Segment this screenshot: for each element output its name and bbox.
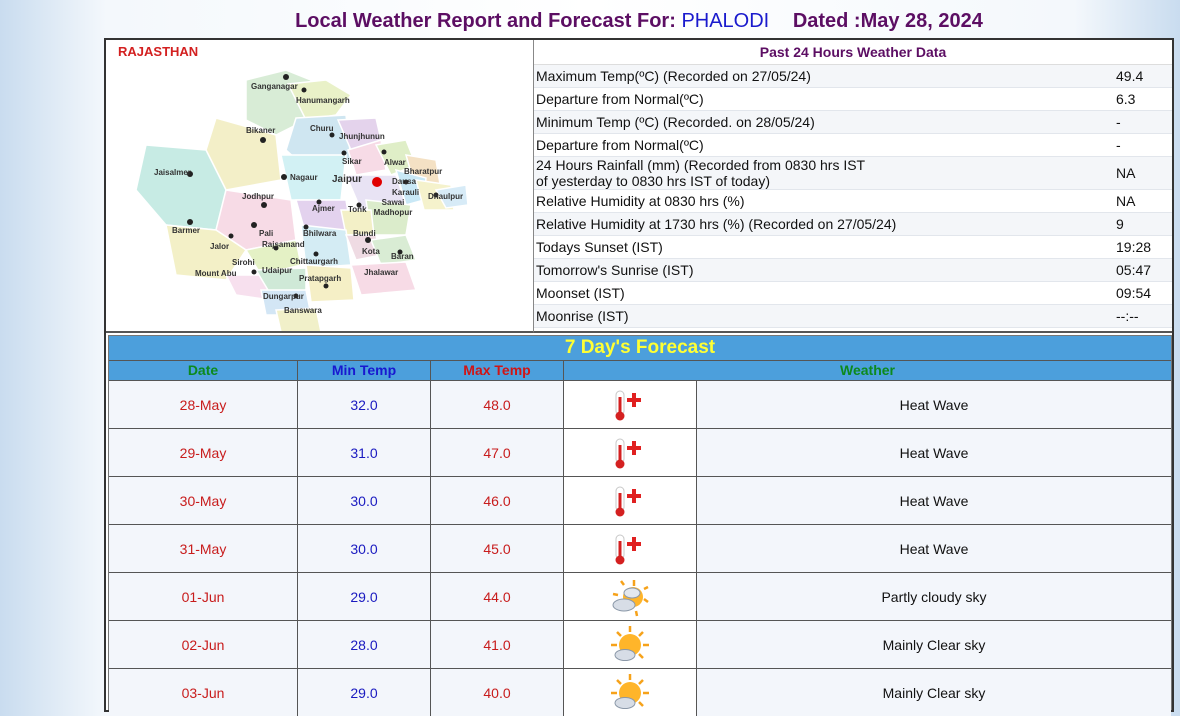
report-date: Dated :May 28, 2024 — [792, 10, 983, 32]
past-label — [534, 157, 1116, 189]
past-label: Moonrise (IST) — [536, 308, 629, 324]
report-header — [0, 10, 1180, 33]
map-label: Rajsamand — [262, 240, 305, 249]
map-label: Tonk — [348, 205, 367, 214]
past-value: NA — [1116, 193, 1136, 209]
past-value: NA — [1116, 165, 1136, 181]
map-label: Nagaur — [290, 173, 318, 182]
map-label: Ajmer — [312, 204, 335, 213]
map-label: Dungarpur — [263, 292, 304, 301]
column-header-weather: Weather — [840, 362, 895, 378]
forecast-date: 03-Jun — [109, 669, 298, 716]
rajasthan-map — [106, 40, 534, 333]
forecast-min-temp: 31.0 — [298, 429, 431, 476]
past-row — [534, 259, 1172, 282]
forecast-max-temp: 48.0 — [431, 381, 564, 428]
map-label: Jaipur — [332, 174, 363, 185]
map-label: Karauli — [392, 188, 420, 197]
past-value: 6.3 — [1116, 91, 1136, 107]
past-label: Minimum Temp (ºC) (Recorded. on 28/05/24) — [536, 114, 815, 130]
forecast-weather: Heat Wave — [899, 540, 969, 557]
past-label: Tomorrow's Sunrise (IST) — [536, 262, 694, 278]
forecast-row — [109, 429, 1171, 477]
report-table — [104, 38, 1174, 712]
past-row — [534, 213, 1172, 236]
heat-wave-icon — [564, 429, 697, 476]
past-value: --:-- — [1116, 308, 1139, 324]
forecast-weather: Heat Wave — [899, 492, 969, 509]
map-label: Barmer — [172, 226, 201, 235]
forecast-table — [108, 335, 1172, 710]
forecast-max-temp: 40.0 — [431, 669, 564, 716]
heat-wave-icon — [564, 525, 697, 572]
sun-cloud-icon — [564, 669, 697, 716]
past-label: Moonset (IST) — [536, 285, 625, 301]
map-label: Udaipur — [262, 266, 293, 275]
map-label: Mount Abu — [195, 269, 237, 278]
forecast-row — [109, 525, 1171, 573]
forecast-min-temp: 30.0 — [298, 477, 431, 524]
past-row — [534, 282, 1172, 305]
forecast-date: 29-May — [109, 429, 298, 476]
forecast-max-temp: 46.0 — [431, 477, 564, 524]
forecast-row — [109, 573, 1171, 621]
forecast-date: 30-May — [109, 477, 298, 524]
past-label: Relative Humidity at 0830 hrs (%) — [536, 193, 745, 209]
forecast-row — [109, 381, 1171, 429]
past-row — [534, 157, 1172, 190]
column-header-max-temp: Max Temp — [431, 361, 564, 380]
past-label-line: 24 Hours Rainfall (mm) (Recorded from 0830 hrs IST — [536, 157, 866, 173]
report-title: Local Weather Report and Forecast For: — [295, 10, 676, 32]
map-label: Kota — [362, 247, 380, 256]
forecast-weather: Mainly Clear sky — [882, 636, 986, 653]
forecast-weather: Partly cloudy sky — [881, 588, 987, 605]
map-label: Dhaulpur — [428, 192, 464, 201]
map-label: Sikar — [342, 157, 362, 166]
past-value: 05:47 — [1116, 262, 1152, 278]
forecast-max-temp: 45.0 — [431, 525, 564, 572]
forecast-weather: Heat Wave — [899, 396, 969, 413]
past-label-line: of yesterday to 0830 hrs IST of today) — [536, 173, 770, 189]
past-value: 9 — [1116, 216, 1124, 232]
past-label: Todays Sunset (IST) — [536, 239, 663, 255]
sun-cloud-icon — [564, 621, 697, 668]
map-label: Jalor — [210, 242, 230, 251]
forecast-min-temp: 30.0 — [298, 525, 431, 572]
forecast-min-temp: 29.0 — [298, 573, 431, 620]
map-label: Ganganagar — [251, 82, 298, 91]
heat-wave-icon — [564, 381, 697, 428]
past-row — [534, 190, 1172, 213]
map-label: Pratapgarh — [299, 274, 342, 283]
forecast-date: 02-Jun — [109, 621, 298, 668]
forecast-min-temp: 29.0 — [298, 669, 431, 716]
past-row — [534, 134, 1172, 157]
map-label: Jaisalmer — [154, 168, 191, 177]
forecast-date: 31-May — [109, 525, 298, 572]
past-row — [534, 111, 1172, 134]
map-label: Chittaurgarh — [290, 257, 338, 266]
past-row — [534, 236, 1172, 259]
past-label: Departure from Normal(ºC) — [536, 91, 704, 107]
map-label: Jodhpur — [242, 192, 274, 201]
map-label: Sirohi — [232, 258, 255, 267]
forecast-date: 01-Jun — [109, 573, 298, 620]
forecast-title: 7 Day's Forecast — [109, 336, 1171, 361]
past-24-rows — [534, 65, 1172, 328]
map-label: Bharatpur — [404, 167, 443, 176]
past-value: - — [1116, 114, 1121, 130]
map-label: Hanumangarh — [296, 96, 350, 105]
forecast-min-temp: 28.0 — [298, 621, 431, 668]
forecast-row — [109, 621, 1171, 669]
past-row — [534, 65, 1172, 88]
forecast-row — [109, 477, 1171, 525]
forecast-rows — [109, 381, 1171, 716]
past-label: Relative Humidity at 1730 hrs (%) (Recorded on 27/05/24) — [536, 216, 897, 232]
map-label: Churu — [310, 124, 334, 133]
map-state-label: RAJASTHAN — [118, 44, 199, 59]
map-label: Jhalawar — [364, 268, 399, 277]
map-label: Bundi — [353, 229, 376, 238]
forecast-header-row — [109, 361, 1171, 381]
map-label: Baran — [391, 252, 414, 261]
past-24-hours-panel — [534, 40, 1172, 333]
heat-wave-icon — [564, 477, 697, 524]
forecast-date: 28-May — [109, 381, 298, 428]
column-header-date: Date — [109, 361, 298, 380]
past-value: - — [1116, 137, 1121, 153]
past-value: 49.4 — [1116, 68, 1144, 84]
column-header-min-temp: Min Temp — [298, 361, 431, 380]
past-row — [534, 305, 1172, 328]
map-label: Dausa — [392, 177, 417, 186]
partly-cloudy-icon — [564, 573, 697, 620]
forecast-row — [109, 669, 1171, 716]
forecast-max-temp: 44.0 — [431, 573, 564, 620]
map-labels — [106, 40, 534, 333]
forecast-weather: Heat Wave — [899, 444, 969, 461]
map-label: Jhunjhunun — [339, 132, 385, 141]
forecast-max-temp: 41.0 — [431, 621, 564, 668]
map-label: Bhilwara — [303, 229, 337, 238]
forecast-max-temp: 47.0 — [431, 429, 564, 476]
map-label: Sawai Madhopur — [373, 198, 413, 217]
forecast-weather: Mainly Clear sky — [882, 684, 986, 701]
past-row — [534, 88, 1172, 111]
map-label: Banswara — [284, 306, 322, 315]
forecast-min-temp: 32.0 — [298, 381, 431, 428]
past-label: Departure from Normal(ºC) — [536, 137, 704, 153]
past-24-title: Past 24 Hours Weather Data — [534, 40, 1172, 65]
map-label: Pali — [259, 229, 274, 238]
past-value: 09:54 — [1116, 285, 1152, 301]
location-name: PHALODI — [681, 10, 770, 32]
past-value: 19:28 — [1116, 239, 1152, 255]
map-label: Bikaner — [246, 126, 276, 135]
past-label: Maximum Temp(ºC) (Recorded on 27/05/24) — [536, 68, 811, 84]
map-label: Alwar — [384, 158, 406, 167]
